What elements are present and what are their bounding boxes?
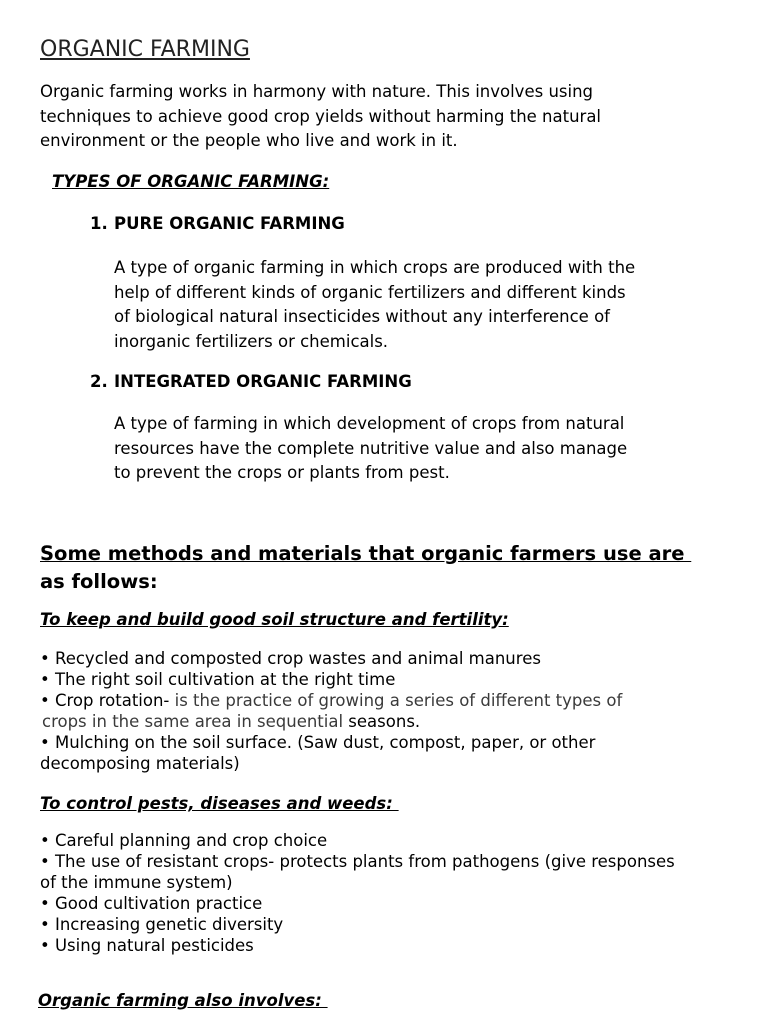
crop-rotation-definition-cont: crops in the same area in sequential bbox=[42, 712, 344, 731]
list-item-continuation bbox=[40, 711, 760, 732]
crop-rotation-definition: is the practice of growing a series of different types of bbox=[169, 691, 623, 710]
pests-heading: To control pests, diseases and weeds: bbox=[40, 794, 399, 813]
crop-rotation-end: seasons. bbox=[343, 712, 421, 731]
type-description-pure bbox=[114, 256, 714, 354]
soil-heading: To keep and build good soil structure and fertility: bbox=[40, 610, 509, 629]
intro-line: Organic farming works in harmony with nature. This involves using bbox=[40, 82, 594, 101]
list-item-continuation: of the immune system) bbox=[40, 873, 233, 892]
methods-heading-line: as follows: bbox=[40, 570, 165, 593]
methods-heading-line: Some methods and materials that organic farmers use are bbox=[40, 542, 692, 565]
list-item: • Good cultivation practice bbox=[40, 894, 263, 913]
list-item: • The right soil cultivation at the right time bbox=[40, 670, 396, 689]
intro-line: environment or the people who live and work in it. bbox=[40, 131, 458, 150]
list-item: • Increasing genetic diversity bbox=[40, 915, 284, 934]
list-item: • Using natural pesticides bbox=[40, 936, 254, 955]
list-item: • Recycled and composted crop wastes and animal manures bbox=[40, 649, 541, 668]
methods-heading bbox=[40, 540, 760, 596]
description-line: of biological natural insecticides without any interference of bbox=[114, 307, 610, 326]
list-number: 1. bbox=[90, 214, 108, 233]
description-line: A type of farming in which development of crops from natural bbox=[114, 414, 625, 433]
soil-list bbox=[40, 648, 760, 774]
types-heading: TYPES OF ORGANIC FARMING: bbox=[52, 172, 330, 191]
also-involves-heading: Organic farming also involves: bbox=[38, 991, 328, 1010]
description-line: A type of organic farming in which crops are produced with the bbox=[114, 258, 636, 277]
list-item: • The use of resistant crops- protects plants from pathogens (give responses bbox=[40, 852, 675, 871]
intro-paragraph bbox=[40, 80, 740, 154]
list-item: • Careful planning and crop choice bbox=[40, 831, 328, 850]
description-line: help of different kinds of organic fertilizers and different kinds bbox=[114, 282, 626, 302]
type-heading-text: INTEGRATED ORGANIC FARMING bbox=[114, 372, 412, 391]
intro-line: techniques to achieve good crop yields without harming the natural bbox=[40, 106, 602, 126]
description-line: resources have the complete nutritive value and also manage bbox=[114, 438, 628, 458]
list-number: 2. bbox=[90, 372, 108, 391]
crop-rotation-lead: • Crop rotation- bbox=[40, 691, 170, 710]
description-line: to prevent the crops or plants from pest. bbox=[114, 463, 450, 482]
type-heading-text: PURE ORGANIC FARMING bbox=[114, 214, 345, 233]
type-description-integrated bbox=[114, 412, 714, 486]
list-item-continuation: decomposing materials) bbox=[40, 754, 240, 773]
description-line: inorganic fertilizers or chemicals. bbox=[114, 331, 389, 351]
type-heading-pure bbox=[90, 214, 345, 233]
list-item: • Mulching on the soil surface. (Saw dust, compost, paper, or other bbox=[40, 733, 596, 752]
page-title: ORGANIC FARMING bbox=[40, 37, 250, 62]
pests-list bbox=[40, 830, 760, 956]
list-item-crop-rotation bbox=[40, 690, 760, 711]
type-heading-integrated bbox=[90, 372, 412, 391]
